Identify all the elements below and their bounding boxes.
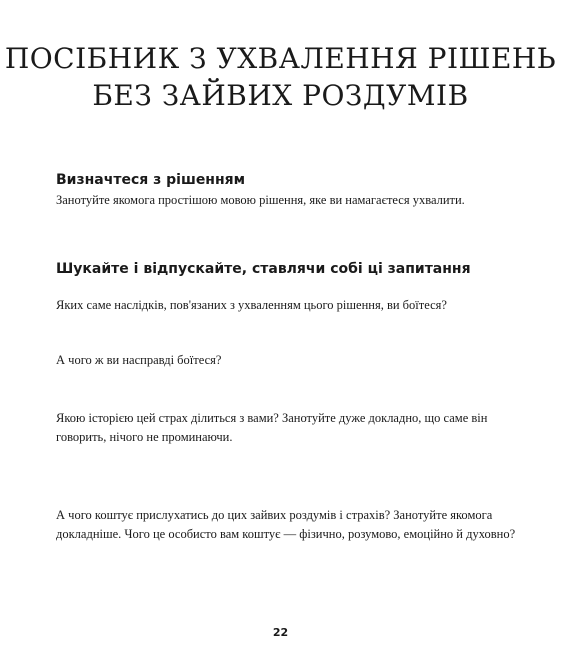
- question-item: А чого ж ви насправді боїтеся?: [56, 353, 222, 367]
- section-heading-questions: Шукайте і відпускайте, ставлячи собі ці запитання: [56, 261, 471, 277]
- question-item: А чого коштує прислухатись до цих зайвих роздумів і страхів? Занотуйте якомога докладніше. Чого це особисто вам коштує — фізично, розумово, емоційно й духовно?: [56, 508, 516, 541]
- question-item: Яких саме наслідків, пов'язаних з ухваленням цього рішення, ви боїтеся?: [56, 298, 447, 312]
- page-number: 22: [272, 626, 289, 639]
- question-item: Якою історією цей страх ділиться з вами? Занотуйте дуже докладно, що саме він говорить, нічого не проминаючи.: [56, 411, 488, 444]
- section-heading-decision: Визначтеся з рішенням: [56, 172, 246, 188]
- page-title-line-1: ПОСІБНИК З УХВАЛЕННЯ РІШЕНЬ: [4, 42, 557, 75]
- decision-instruction: Занотуйте якомога простішою мовою рішення, яке ви намагаєтеся ухвалити.: [56, 193, 465, 207]
- page-title-line-2: БЕЗ ЗАЙВИХ РОЗДУМІВ: [92, 79, 469, 112]
